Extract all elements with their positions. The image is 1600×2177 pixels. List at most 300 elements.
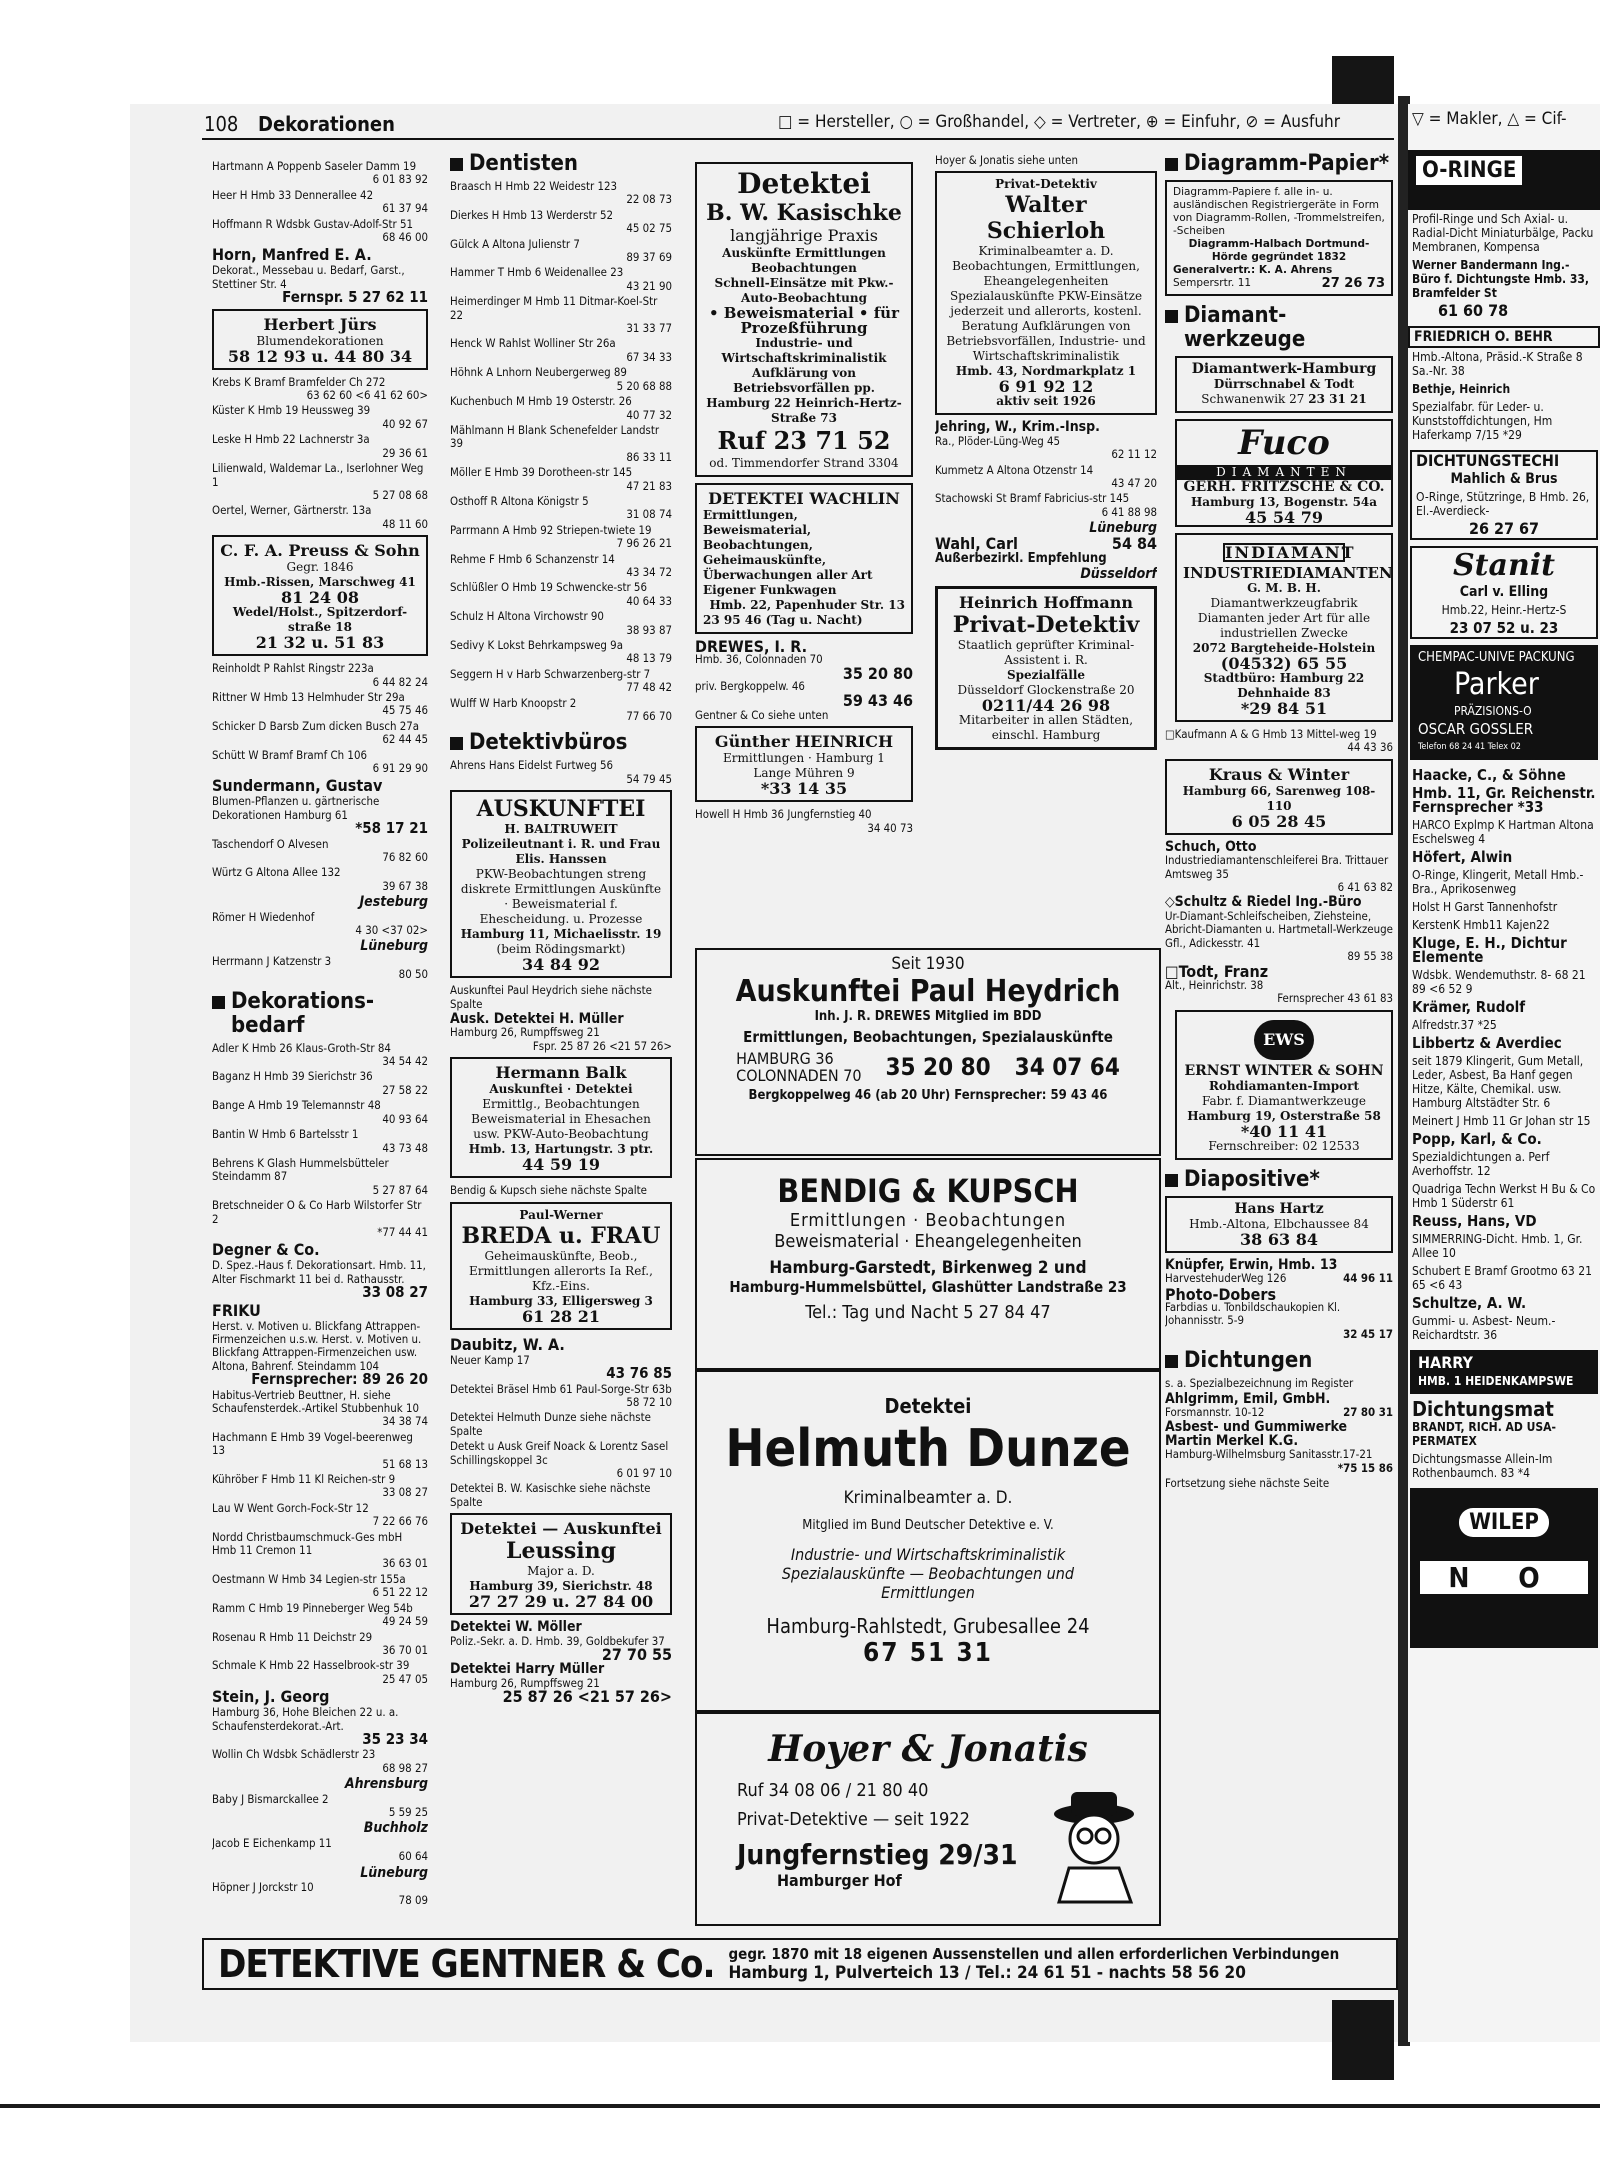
list-entry: [212, 1502, 428, 1529]
stein-desc: Hamburg 36, Hohe Bleichen 22 u. a. Schaufensterdekorat.-Art.: [212, 1705, 399, 1733]
c1-list-b: [212, 376, 428, 531]
kasischke-title: B. W. Kasischke: [706, 200, 902, 226]
horn-desc: Dekorat., Messebau u. Bedarf, Garst., Stettiner Str. 4: [212, 263, 405, 291]
entry-phone: 40 64 33: [626, 593, 672, 608]
entry-name: Bantin W Hmb 6 Bartelsstr 1: [212, 1127, 359, 1142]
wollin-name: Wollin Ch Wdsbk Schädlerstr 23: [212, 1747, 376, 1762]
entry-name: Kuchenbuch M Hmb 19 Osterstr. 26: [450, 394, 632, 409]
dunze-pre: Detektei: [884, 1394, 972, 1418]
section-title: Diapositive*: [1184, 1166, 1320, 1192]
entry-phone: *77 44 41: [377, 1224, 428, 1239]
section-diapositive: [1165, 1168, 1393, 1192]
bandermann: Werner Bandermann Ing.-Büro f. Dichtungste Hmb. 33, Bramfelder St: [1412, 258, 1589, 300]
section-dekorationsbedarf: [212, 990, 428, 1038]
column-5: [1165, 152, 1393, 1492]
section-title: Diamant-werkzeuge: [1184, 303, 1306, 352]
entry-name: Henck W Rahlst Wolliner Str 26a: [450, 336, 616, 351]
kaufmann-name: □Kaufmann A & G Hmb 13 Mittel-weg 19: [1165, 727, 1377, 741]
town-lueneburg-2: Lüneburg: [360, 1864, 428, 1881]
moeller-phone: 27 70 55: [601, 1644, 672, 1664]
entry-phone: 7 96 26 21: [616, 536, 672, 551]
section-dentisten: [450, 152, 672, 176]
praezision: PRÄZISIONS-O: [1454, 704, 1532, 718]
entry-phone: 7 22 66 76: [372, 1514, 428, 1529]
box-schierloh: [935, 171, 1157, 415]
heinrich-title: Günther HEINRICH: [714, 732, 894, 752]
right-page-entry: SIMMERRING-Dicht. Hmb. 1, Gr. Allee 10: [1412, 1232, 1583, 1260]
entry-stein: [212, 1688, 428, 1746]
list-entry: [212, 1659, 428, 1686]
town-lueneburg: Lüneburg: [360, 938, 428, 955]
entry-name: Rittner W Hmb 13 Helmhuder Str 29a: [212, 689, 405, 704]
entry-phone: 40 93 64: [382, 1111, 428, 1126]
right-page-entry: Spezialdichtungen a. Perf Averhoffstr. 12: [1412, 1150, 1550, 1178]
kasischke-phone: Ruf 23 71 52: [717, 426, 891, 455]
oringe-text: Profil-Ringe und Sch Axial- u. Radial-Dicht Miniaturbälge, Packu Membranen, Kompensa: [1412, 212, 1594, 254]
entry-phone: 49 24 59: [382, 1614, 428, 1629]
entry-asbest: [1165, 1421, 1393, 1475]
fritzsche-address: Hamburg 13, Bogenstr. 54a: [1190, 495, 1378, 509]
town-buchholz: Buchholz: [363, 1820, 428, 1837]
entry-phone: 67 34 33: [626, 349, 672, 364]
section-diagrammpapier: [1165, 152, 1393, 176]
fuco-logo: Fuco: [1238, 423, 1330, 463]
ahlgrimm-name: Ahlgrimm, Emil, GmbH.: [1165, 1390, 1331, 1407]
box-baltruweit: [450, 790, 672, 978]
schuch-desc: Industriediamantenschleiferei Bra. Trittauer Amtsweg 35: [1165, 853, 1389, 881]
schierloh-address: Hmb. 43, Nordmarkplatz 1: [955, 364, 1137, 379]
box-winter: [1175, 1010, 1393, 1160]
entry-phone: 6 44 82 24: [372, 674, 428, 689]
baltruweit-desc: PKW-Beobachtungen streng diskrete Ermittlungen Auskünfte · Beweismaterial f. Ehescheidung. u. Prozesse: [460, 867, 662, 927]
harry-mueller-desc: Hamburg 26, Rumpffsweg 21: [450, 1675, 600, 1690]
entry-phone: 6 51 22 12: [372, 1585, 428, 1600]
heinrich-desc: Ermittlungen · Hamburg 1: [723, 751, 885, 766]
breda-desc: Geheimauskünfte, Beob., Ermittlungen allerorts Ia Ref., Kfz.-Eins.: [469, 1248, 653, 1293]
leussing-rank: Major a. D.: [527, 1564, 595, 1579]
wilep-box: [1410, 1488, 1598, 1648]
section-title: Dekorations-bedarf: [231, 988, 375, 1038]
schierloh-title: Walter Schierloh: [986, 192, 1106, 245]
entry-phone: 5 27 08 68: [372, 487, 428, 502]
gentner-text: [729, 1945, 1340, 1983]
right-page-entry: Kluge, E. H., Dichtur Elemente: [1412, 934, 1567, 966]
box-hoffmann: [935, 586, 1157, 750]
box-kasischke: [695, 162, 913, 477]
list-entry: [212, 1042, 428, 1069]
section-marker: [1165, 310, 1178, 323]
moeller-desc: Poliz.-Sekr. a. D. Hmb. 39, Goldbekufer 37: [450, 1633, 665, 1648]
dichtungstech-box: [1410, 450, 1598, 540]
entry-name: Wulff W Harb Knoopstr 2: [450, 695, 577, 710]
wollin-phone: 68 98 27: [382, 1760, 428, 1775]
indiamant-gmbh: G. M. B. H.: [1247, 581, 1321, 595]
balk-sub: Auskunftei · Detektei: [489, 1082, 633, 1097]
list-entry: [212, 838, 428, 865]
heydrich-owner: Inh. J. R. DREWES Mitglied im BDD: [814, 1009, 1042, 1024]
harry-title: HARRY: [1418, 1353, 1473, 1372]
entry-name: Höhnk A Lnhorn Neubergerweg 89: [450, 365, 627, 380]
entry-name: Heer H Hmb 33 Dennerallee 42: [212, 187, 374, 202]
ad-gentner: [202, 1938, 1398, 1990]
heydrich-contact: [697, 1050, 1159, 1084]
kraus-phone: 6 05 28 45: [1231, 811, 1327, 831]
hoyer-since: Privat-Detektive — seit 1922: [737, 1809, 970, 1830]
ahlgrimm-row: [1165, 1406, 1393, 1419]
gossler-text: Telefon 68 24 41 Telex 02: [1418, 742, 1521, 752]
bendig-address1: Hamburg-Garstedt, Birkenweg 2 und: [769, 1258, 1087, 1278]
box-wachlin: [695, 483, 913, 634]
breda-title: BREDA u. FRAU: [461, 1222, 661, 1249]
dw-owners: Dürrschnabel & Todt: [1213, 377, 1355, 391]
winter-logo: EWS: [1254, 1020, 1314, 1060]
leussing-address: Hamburg 39, Sierichstr. 48: [469, 1579, 653, 1594]
header-rule: [202, 138, 1394, 140]
ref-dunze: Detektei Helmuth Dunze siehe nächste Spalte: [450, 1410, 651, 1438]
c1-list-d: [212, 838, 428, 894]
hartz-title: Hans Hartz: [1234, 1200, 1324, 1217]
entry-name: Mählmann H Blank Schenefelder Landstr 39: [450, 422, 660, 451]
list-entry: [212, 1157, 428, 1197]
entry-phone: 34 38 74: [382, 1414, 428, 1429]
heydrich-city: HAMBURG 36: [736, 1049, 834, 1068]
section-marker: [1165, 1355, 1178, 1368]
leussing-pre: Detektei — Auskunftei: [460, 1519, 662, 1539]
section-marker: [450, 158, 463, 171]
entry-name: Nordd Christbaumschmuck-Ges mbH Hmb 11 Cremon 11: [212, 1529, 403, 1558]
entry-phone: 68 46 00: [382, 230, 428, 245]
entry-name: Oertel, Werner, Gärtnerstr. 13a: [212, 503, 372, 518]
ausserbezirk-note: Außerbezirkl. Empfehlung: [935, 551, 1107, 567]
entry-name: Osthoff R Altona Königstr 5: [450, 493, 589, 508]
box-hartz: [1165, 1196, 1393, 1253]
mueller-desc: Hamburg 26, Rumpffsweg 21: [450, 1025, 600, 1040]
dunze-address: Hamburg-Rahlstedt, Grubesallee 24: [766, 1614, 1090, 1638]
hoyer-address: Jungfernstieg 29/31: [737, 1838, 1018, 1871]
knuepfer-address: HarvestehuderWeg 126: [1165, 1271, 1287, 1286]
oringe-title: O-RINGE: [1414, 154, 1524, 187]
list-entry: [212, 160, 428, 187]
gentner-line2: Hamburg 1, Pulverteich 13 / Tel.: 24 61 51 - nachts 58 56 20: [728, 1963, 1246, 1983]
baltruweit-phone: 34 84 92: [522, 955, 600, 975]
knuepfer-name: Knüpfer, Erwin, Hmb. 13: [1165, 1256, 1338, 1273]
herrmann-phone: 80 50: [398, 967, 428, 982]
right-page-entry: Höfert, Alwin: [1412, 848, 1513, 866]
town-duesseldorf: Düsseldorf: [1080, 566, 1157, 583]
entry-name: Parrmann A Hmb 92 Striepen-twiete 19: [450, 522, 652, 537]
heinrich-phone: *33 14 35: [760, 779, 848, 799]
town-jesteburg: Jesteburg: [359, 894, 428, 911]
list-entry: [212, 1099, 428, 1126]
ahrens-phone: 54 79 45: [626, 771, 672, 786]
dobers-phone: 32 45 17: [1343, 1326, 1393, 1341]
entry-phone: 36 70 01: [382, 1642, 428, 1657]
fritzsche-phone: 45 54 79: [1245, 508, 1323, 527]
entry-friku: [212, 1302, 428, 1387]
right-page-entry: Popp, Karl, & Co.: [1412, 1130, 1542, 1148]
list-entry: [212, 1431, 428, 1471]
entry-phone: 48 11 60: [382, 516, 428, 531]
entry-name: Heimerdinger M Hmb 11 Ditmar-Koel-Str 22: [450, 294, 658, 322]
drewes-name: DREWES, I. R.: [695, 637, 808, 656]
right-page-entry: Krämer, Rudolf: [1412, 998, 1526, 1016]
detective-figure-icon: [1039, 1784, 1149, 1904]
entry-phone: 45 02 75: [626, 221, 672, 236]
dw-row: [1183, 392, 1385, 407]
section-title: Detektivbüros: [469, 730, 628, 756]
elling-title: Carl v. Elling: [1459, 584, 1549, 600]
page-right: [1408, 104, 1600, 2042]
right-page-entry: Haacke, C., & Söhne: [1412, 766, 1566, 784]
entry-baby: [212, 1793, 428, 1820]
box-indiamant: [1175, 533, 1393, 722]
entry-name: Bretschneider O & Co Harb Wilstorfer Str 2: [212, 1198, 422, 1226]
bendig-title: BENDIG & KUPSCH: [777, 1172, 1079, 1210]
leussing-phone: 27 27 29 u. 27 84 00: [468, 1592, 654, 1612]
entry-schuch: [1165, 838, 1393, 895]
heidenkamp: HMB. 1 HEIDENKAMPSWE: [1418, 1374, 1574, 1388]
chempac-title: CHEMPAC-UNIVE PACKUNG: [1418, 650, 1575, 665]
heydrich-night: Bergkoppelweg 46 (ab 20 Uhr) Fernsprecher: 59 43 46: [748, 1088, 1108, 1103]
howell-name: Howell H Hmb 36 Jungfernstieg 40: [695, 807, 872, 822]
entry-ahlgrimm: [1165, 1390, 1393, 1420]
entry-phone: 33 08 27: [382, 1485, 428, 1500]
dunze-rank: Kriminalbeamter a. D.: [843, 1488, 1013, 1508]
list-entry: [212, 1070, 428, 1097]
indiamant-logo: INDIAMANT: [1225, 543, 1356, 562]
balk-address: Hmb. 13, Hartungstr. 3 ptr.: [468, 1142, 654, 1157]
kasischke-alt: od. Timmendorfer Strand 3304: [709, 456, 899, 470]
right-page-entry: Gummi- u. Asbest- Neum.-Reichardtstr. 36: [1412, 1314, 1556, 1342]
kraus-title: Kraus & Winter: [1208, 764, 1350, 784]
baltruweit-sub: Polizeileutnant i. R. und Frau Elis. Hanssen: [461, 837, 661, 867]
section-marker: [1165, 1174, 1178, 1187]
entry-phone: 48 13 79: [626, 651, 672, 666]
baltruweit-title: AUSKUNFTEI: [476, 796, 646, 823]
diagramm-agent: Generalvertr.: K. A. Ahrens: [1173, 264, 1333, 276]
friku-desc: Herst. v. Motiven u. Blickfang Attrappen-Firmenzeichen u.s.w. Herst. v. Motiven u. Blickfang Attrappen-Firmenzeichen usw. Altona, Bahrenf. Steindamm 104: [212, 1318, 422, 1373]
howell-phone: 34 40 73: [867, 820, 913, 835]
dunze-title: Helmuth Dunze: [725, 1419, 1131, 1479]
legend: □ = Hersteller, ○ = Großhandel, ◇ = Vertreter, ⊕ = Einfuhr, ⊘ = Ausfuhr: [778, 112, 1341, 132]
asbest-name: Asbest- und Gummiwerke Martin Merkel K.G.: [1165, 1419, 1348, 1449]
list-entry: [450, 424, 672, 464]
degner-name: Degner & Co.: [212, 1240, 320, 1260]
right-legend: ▽ = Makler, △ = Cif-: [1412, 109, 1567, 129]
entry-phone: 63 62 60 <6 41 62 60>: [306, 388, 428, 403]
entry-sundermann: [212, 776, 428, 838]
heydrich-phone1: 35 20 80: [885, 1053, 991, 1081]
entry-phone: 76 82 60: [382, 850, 428, 864]
stein-phone: 35 23 34: [362, 1729, 428, 1748]
entry-name: Lilienwald, Waldemar La., Iserlohner Weg 1: [212, 461, 424, 489]
daubitz-phone: 43 76 85: [606, 1364, 672, 1383]
binder-clip-bottom: [1332, 2000, 1394, 2080]
baby-phone: 5 59 25: [388, 1804, 428, 1819]
hoffmann-note: Mitarbeiter in allen Städten, einschl. Hamburg: [958, 712, 1134, 742]
sundermann-name: Sundermann, Gustav: [212, 776, 383, 796]
todt-address: Alt., Heinrichstr. 38: [1165, 977, 1264, 992]
right-page-entry: Holst H Garst Tannenhofstr: [1412, 900, 1558, 914]
right-page-entry: Hmb. 11, Gr. Reichenstr. Fernsprecher *33: [1412, 784, 1596, 816]
todt-phone: Fernsprecher 43 61 83: [1277, 991, 1393, 1006]
entry-daubitz: [450, 1336, 672, 1381]
box-diamantwerk: [1175, 356, 1393, 413]
hartz-address: Hmb.-Altona, Elbchaussee 84: [1189, 1216, 1369, 1231]
entry-name: Seggern H v Harb Schwarzenberg-str 7: [450, 666, 651, 681]
list-entry: [212, 1531, 428, 1571]
list-entry: [212, 662, 428, 689]
kummetz-phone: 43 47 20: [1111, 476, 1157, 491]
list-entry: [450, 180, 672, 207]
entry-phone: 47 21 83: [626, 478, 672, 493]
mueller-phone: Fspr. 25 87 26 <21 57 26>: [532, 1038, 672, 1053]
scanner-edge: [0, 2104, 1600, 2108]
hoyer-building: Hamburger Hof: [777, 1871, 902, 1890]
entry-name: Reinholdt P Rahlst Ringstr 223a: [212, 661, 374, 676]
ref-heydrich: Auskunftei Paul Heydrich siehe nächste Spalte: [450, 983, 652, 1011]
entry-name: Hachmann E Hmb 39 Vogel-beerenweg 13: [212, 1429, 413, 1458]
box-fritzsche: [1175, 419, 1393, 527]
entry-phone: 86 33 11: [626, 449, 672, 464]
gossler: OSCAR GOSSLER: [1418, 720, 1534, 738]
bendig-services1: Ermittlungen · Beobachtungen: [789, 1210, 1067, 1231]
kaufmann-phone: 44 43 36: [1347, 740, 1393, 755]
entry-kaufmann: [1165, 728, 1393, 755]
entry-name: Adler K Hmb 26 Klaus-Groth-Str 84: [212, 1040, 391, 1055]
ref-gentner: Gentner & Co siehe unten: [695, 708, 829, 723]
entry-name: Leske H Hmb 22 Lachnerstr 3a: [212, 432, 370, 447]
town-lueneburg-3: Lüneburg: [1089, 520, 1157, 537]
dunze-services: Industrie- und Wirtschaftskriminalistik Spezialauskünfte — Beobachtungen und Ermittlungen: [781, 1545, 1075, 1602]
box-heinrich: [695, 726, 913, 802]
list-entry: [450, 524, 672, 551]
schierloh-pre: Privat-Detektiv: [995, 177, 1097, 192]
section-dichtungen: [1165, 1349, 1393, 1373]
list-entry: [212, 1389, 428, 1429]
right-page-list: [1408, 766, 1600, 1344]
box-leussing: [450, 1513, 672, 1615]
list-entry: [450, 553, 672, 580]
column-2: [450, 152, 672, 1706]
list-entry: [212, 1199, 428, 1239]
entry-jacob: [212, 1837, 428, 1864]
list-entry: [212, 1631, 428, 1658]
breda-address: Hamburg 33, Elligersweg 3: [469, 1293, 653, 1308]
harry-mueller-phone: 25 87 26 <21 57 26>: [502, 1687, 672, 1706]
jacob-phone: 60 64: [398, 1849, 428, 1864]
daubitz-desc: Neuer Kamp 17: [450, 1352, 530, 1367]
balk-phone: 44 59 19: [522, 1155, 600, 1175]
entry-name: Küster K Hmb 19 Heussweg 39: [212, 403, 371, 418]
entry-name: Baganz H Hmb 39 Sierichstr 36: [212, 1069, 373, 1084]
hoepner-name: Höpner J Jorckstr 10: [212, 1880, 314, 1894]
c2-list-a: [450, 180, 672, 723]
entry-name: Hoffmann R Wdsbk Gustav-Adolf-Str 51: [212, 216, 414, 231]
entry-name: Hammer T Hmb 6 Weidenallee 23: [450, 265, 624, 280]
diagramm-row: [1173, 277, 1385, 290]
dichtungsmat-heading: Dichtungsmat: [1412, 1397, 1554, 1421]
entry-howell: [695, 808, 913, 835]
dunze-phone: 67 51 31: [863, 1638, 993, 1668]
bethje-text: Spezialfabr. für Leder- u. Kunststoffdichtungen, Hm Haferkamp 7/15 *29: [1412, 400, 1553, 442]
balk-title: Hermann Balk: [495, 1063, 627, 1083]
entry-herrmann: [212, 955, 428, 982]
dunze-member: Mitglied im Bund Deutscher Detektive e. V.: [802, 1518, 1054, 1533]
entry-phone: 62 44 45: [382, 732, 428, 747]
list-entry: [212, 749, 428, 776]
entry-jehring: [935, 421, 1157, 461]
entry-wahl: [935, 533, 1157, 553]
right-page-entry: seit 1879 Klingerit, Gum Metall, Leder, Asbest, Ba Hanf gegen Hitze, Kälte, Chemikal. usw. Hamburg Altstädter Str. 6: [1412, 1054, 1584, 1110]
entry-phone: 45 75 46: [382, 703, 428, 718]
c1-list-a: [212, 160, 428, 244]
entry-phone: 43 34 72: [626, 564, 672, 579]
drewes-address2: priv. Bergkoppelw. 46: [695, 679, 805, 694]
entry-stachowski: [935, 492, 1157, 519]
ahrens-name: Ahrens Hans Eidelst Furtweg 56: [450, 758, 614, 773]
hoffmann-desc: Staatlich geprüfter Kriminal-Assistent i. R.: [957, 637, 1135, 667]
behr-text: Hmb.-Altona, Präsid.-K Straße 8 Sa.-Nr. 38: [1412, 350, 1583, 378]
preuss-title: C. F. A. Preuss & Sohn: [220, 541, 420, 561]
heydrich-address: [736, 1050, 861, 1084]
todt-name: □Todt, Franz: [1165, 962, 1269, 982]
schierloh-since: aktiv seit 1926: [996, 394, 1096, 409]
behr-title: FRIEDRICH O. BEHR: [1408, 326, 1600, 348]
list-entry: [450, 366, 672, 393]
breda-pre: Paul-Werner: [519, 1207, 603, 1222]
asbest-phone: *75 15 86: [1337, 1460, 1393, 1475]
mahlich-phone: 26 27 67: [1468, 519, 1540, 538]
heydrich-street: COLONNADEN 70: [736, 1066, 862, 1085]
herrmann-name: Herrmann J Katzenstr 3: [212, 953, 332, 968]
right-page-entry: HARCO Explmp K Hartman Altona Eschelsweg 4: [1412, 818, 1594, 846]
right-page-entry: Alfredstr.37 *25: [1412, 1018, 1497, 1032]
drewes-phone2: 59 43 46: [842, 690, 913, 710]
entry-degner: [212, 1240, 428, 1302]
hoepner-phone: 78 09: [398, 1893, 428, 1908]
entry-phone: 22 08 73: [626, 192, 672, 207]
parker-logo: Parker: [1454, 667, 1539, 702]
stachowski-name: Stachowski St Bramf Fabricius-str 145: [935, 491, 1130, 506]
diagramm-phone: 27 26 73: [1321, 276, 1385, 291]
elling-phone: 23 07 52 u. 23: [1449, 619, 1559, 637]
right-page-entry: Reuss, Hans, VD: [1412, 1212, 1537, 1230]
baby-name: Baby J Bismarckallee 2: [212, 1791, 329, 1806]
list-entry: [450, 495, 672, 522]
drewes-phone1: 35 20 80: [842, 663, 913, 683]
entry-name: Lau W Went Gorch-Fock-Str 12: [212, 1500, 369, 1515]
right-page-entry: Quadriga Techn Werkst H Bu & Co Hmb 1 Süderstr 61: [1412, 1182, 1596, 1210]
winter-address: Hamburg 19, Osterstraße 58: [1187, 1108, 1381, 1123]
mahlich-title: Mahlich & Brus: [1450, 471, 1558, 487]
bendig-address2: Hamburg-Hummelsbüttel, Glashütter Landstraße 23: [729, 1278, 1127, 1296]
kasischke-pkw: Schnell-Einsätze mit Pkw.-Auto-Beobachtung: [714, 276, 894, 305]
entry-phone: 77 48 42: [626, 680, 672, 695]
jacob-name: Jacob E Eichenkamp 11: [212, 1835, 332, 1850]
degner-desc: D. Spez.-Haus f. Dekorationsart. Hmb. 11, Alter Fischmarkt 11 bei d. Rathausstr.: [212, 1258, 426, 1286]
continued-note: Fortsetzung siehe nächste Seite: [1165, 1475, 1330, 1490]
entry-moeller: [450, 1619, 672, 1664]
entry-phone: 36 63 01: [382, 1556, 428, 1571]
ref-hoyer: Hoyer & Jonatis siehe unten: [935, 154, 1078, 167]
c1-list-c: [212, 662, 428, 775]
list-entry: [212, 404, 428, 431]
list-entry: [450, 668, 672, 695]
entry-name: Sedivy K Lokst Behrkampsweg 9a: [450, 638, 623, 652]
list-entry: [212, 462, 428, 502]
indiamant-desc: Diamantwerkzeugfabrik Diamanten jeder Art für alle industriellen Zwecke: [1197, 596, 1371, 640]
